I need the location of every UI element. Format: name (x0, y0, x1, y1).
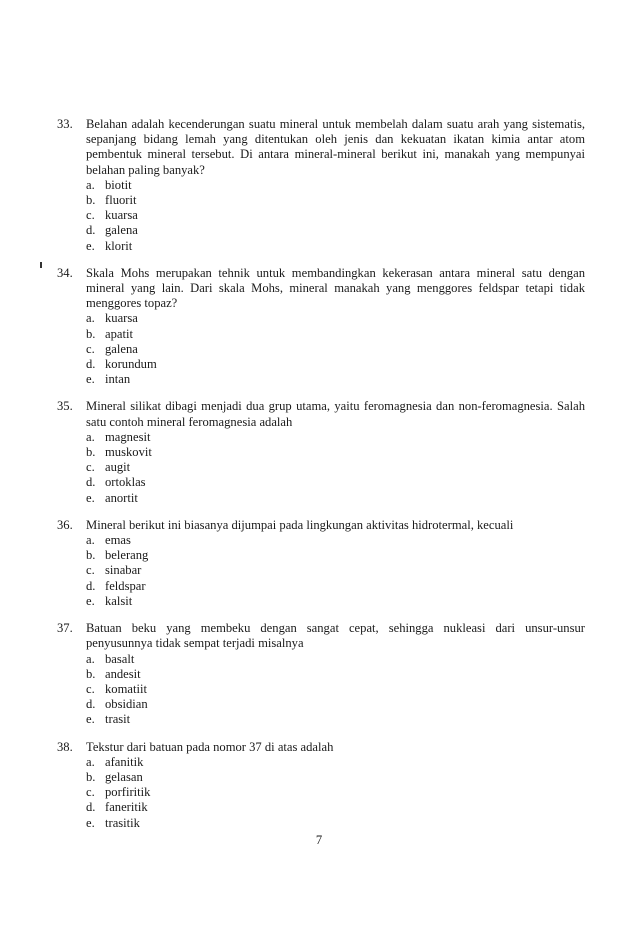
option-letter: c. (86, 208, 95, 223)
margin-mark (40, 262, 42, 268)
option-text: trasit (105, 712, 131, 727)
question-number: 37. (57, 621, 73, 636)
option-letter: a. (86, 651, 95, 666)
question-34 (57, 266, 585, 388)
option-e (86, 816, 585, 831)
option-a (86, 755, 585, 770)
question-stem (57, 399, 585, 429)
option-text: galena (105, 341, 138, 356)
option-text: faneritik (105, 800, 148, 815)
option-c (86, 208, 585, 223)
option-text: feldspar (105, 578, 146, 593)
option-text: gelasan (105, 769, 143, 784)
option-text: basalt (105, 651, 135, 666)
question-stem (57, 518, 585, 533)
option-letter: a. (86, 311, 95, 326)
option-letter: b. (86, 666, 96, 681)
option-e (86, 491, 585, 506)
option-letter: a. (86, 533, 95, 548)
question-text: Batuan beku yang membeku dengan sangat cepat, sehingga nukleasi dari unsur-unsur penyusunnya tidak sempat terjadi misalnya (86, 621, 585, 651)
option-letter: d. (86, 475, 96, 490)
option-text: augit (105, 460, 131, 475)
option-a (86, 430, 585, 445)
option-text: biotit (105, 177, 132, 192)
option-d (86, 475, 585, 490)
option-c (86, 682, 585, 697)
option-text: klorit (105, 238, 133, 253)
option-letter: b. (86, 548, 96, 563)
option-a (86, 533, 585, 548)
option-letter: b. (86, 193, 96, 208)
question-text: Mineral silikat dibagi menjadi dua grup utama, yaitu feromagnesia dan non-feromagnesia. Salah satu contoh mineral feromagnesia adalah (86, 399, 585, 429)
option-letter: e. (86, 490, 95, 505)
option-text: obsidian (105, 697, 148, 712)
option-text: apatit (105, 326, 133, 341)
option-a (86, 311, 585, 326)
option-c (86, 785, 585, 800)
option-b (86, 327, 585, 342)
option-text: emas (105, 533, 131, 548)
option-text: belerang (105, 548, 149, 563)
question-number: 38. (57, 739, 73, 754)
option-letter: e. (86, 238, 95, 253)
option-letter: c. (86, 460, 95, 475)
option-letter: d. (86, 578, 96, 593)
option-b (86, 667, 585, 682)
option-text: muskovit (105, 445, 152, 460)
option-letter: e. (86, 372, 95, 387)
question-text: Tekstur dari batuan pada nomor 37 di atas adalah (86, 739, 334, 754)
question-text: Skala Mohs merupakan tehnik untuk membandingkan kekerasan antara mineral satu dengan mineral yang lain. Dari skala Mohs, mineral manakah yang menggores feldspar tetapi tidak menggores topaz? (86, 265, 585, 311)
question-stem (57, 740, 585, 755)
option-a (86, 652, 585, 667)
option-d (86, 223, 585, 238)
option-letter: e. (86, 815, 95, 830)
option-letter: e. (86, 712, 95, 727)
option-e (86, 712, 585, 727)
option-d (86, 697, 585, 712)
option-text: porfiritik (105, 785, 151, 800)
question-36 (57, 518, 585, 609)
option-text: trasitik (105, 815, 140, 830)
option-letter: a. (86, 429, 95, 444)
option-list (57, 178, 585, 254)
option-letter: d. (86, 800, 96, 815)
option-text: komatiit (105, 681, 147, 696)
question-number: 33. (57, 117, 73, 131)
question-stem (57, 621, 585, 651)
question-33 (57, 117, 585, 254)
question-number: 36. (57, 517, 73, 532)
option-d (86, 579, 585, 594)
option-c (86, 342, 585, 357)
option-text: sinabar (105, 563, 142, 578)
option-letter: a. (86, 177, 95, 192)
question-stem (57, 117, 585, 178)
option-letter: c. (86, 681, 95, 696)
option-b (86, 445, 585, 460)
question-37 (57, 621, 585, 727)
option-letter: d. (86, 357, 96, 372)
option-text: korundum (105, 357, 157, 372)
option-text: magnesit (105, 429, 151, 444)
option-text: kalsit (105, 593, 133, 608)
question-number: 35. (57, 399, 73, 414)
question-stem (57, 266, 585, 312)
option-e (86, 594, 585, 609)
option-list (57, 533, 585, 609)
option-e (86, 372, 585, 387)
option-text: kuarsa (105, 208, 138, 223)
option-b (86, 770, 585, 785)
option-letter: d. (86, 697, 96, 712)
question-38 (57, 740, 585, 831)
question-number: 34. (57, 265, 73, 280)
option-c (86, 563, 585, 578)
question-list (57, 117, 585, 843)
question-35 (57, 399, 585, 505)
option-letter: c. (86, 341, 95, 356)
option-b (86, 548, 585, 563)
option-text: kuarsa (105, 311, 138, 326)
option-letter: c. (86, 563, 95, 578)
option-text: intan (105, 372, 131, 387)
option-d (86, 357, 585, 372)
option-a (86, 178, 585, 193)
option-list (57, 311, 585, 387)
option-letter: d. (86, 223, 96, 238)
option-text: andesit (105, 666, 141, 681)
option-e (86, 239, 585, 254)
option-letter: b. (86, 445, 96, 460)
option-letter: b. (86, 326, 96, 341)
option-letter: a. (86, 754, 95, 769)
option-b (86, 193, 585, 208)
option-c (86, 460, 585, 475)
option-list (57, 430, 585, 506)
option-list (57, 755, 585, 831)
option-text: ortoklas (105, 475, 146, 490)
page-number: 7 (315, 833, 323, 847)
option-letter: c. (86, 785, 95, 800)
option-d (86, 800, 585, 815)
question-text: Belahan adalah kecenderungan suatu mineral untuk membelah dalam suatu arah yang sistematis, sepanjang bidang lemah yang ditentukan oleh jenis dan kekuatan ikatan kimia antar atom pembentuk mineral tersebut. Di antara mineral-mineral berikut ini, manakah yang mempunyai belahan paling banyak? (86, 117, 585, 177)
option-letter: b. (86, 769, 96, 784)
option-text: fluorit (105, 193, 137, 208)
option-list (57, 652, 585, 728)
option-text: anortit (105, 490, 138, 505)
option-letter: e. (86, 593, 95, 608)
option-text: afanitik (105, 754, 144, 769)
option-text: galena (105, 223, 138, 238)
question-text: Mineral berikut ini biasanya dijumpai pada lingkungan aktivitas hidrotermal, kecuali (86, 517, 514, 532)
